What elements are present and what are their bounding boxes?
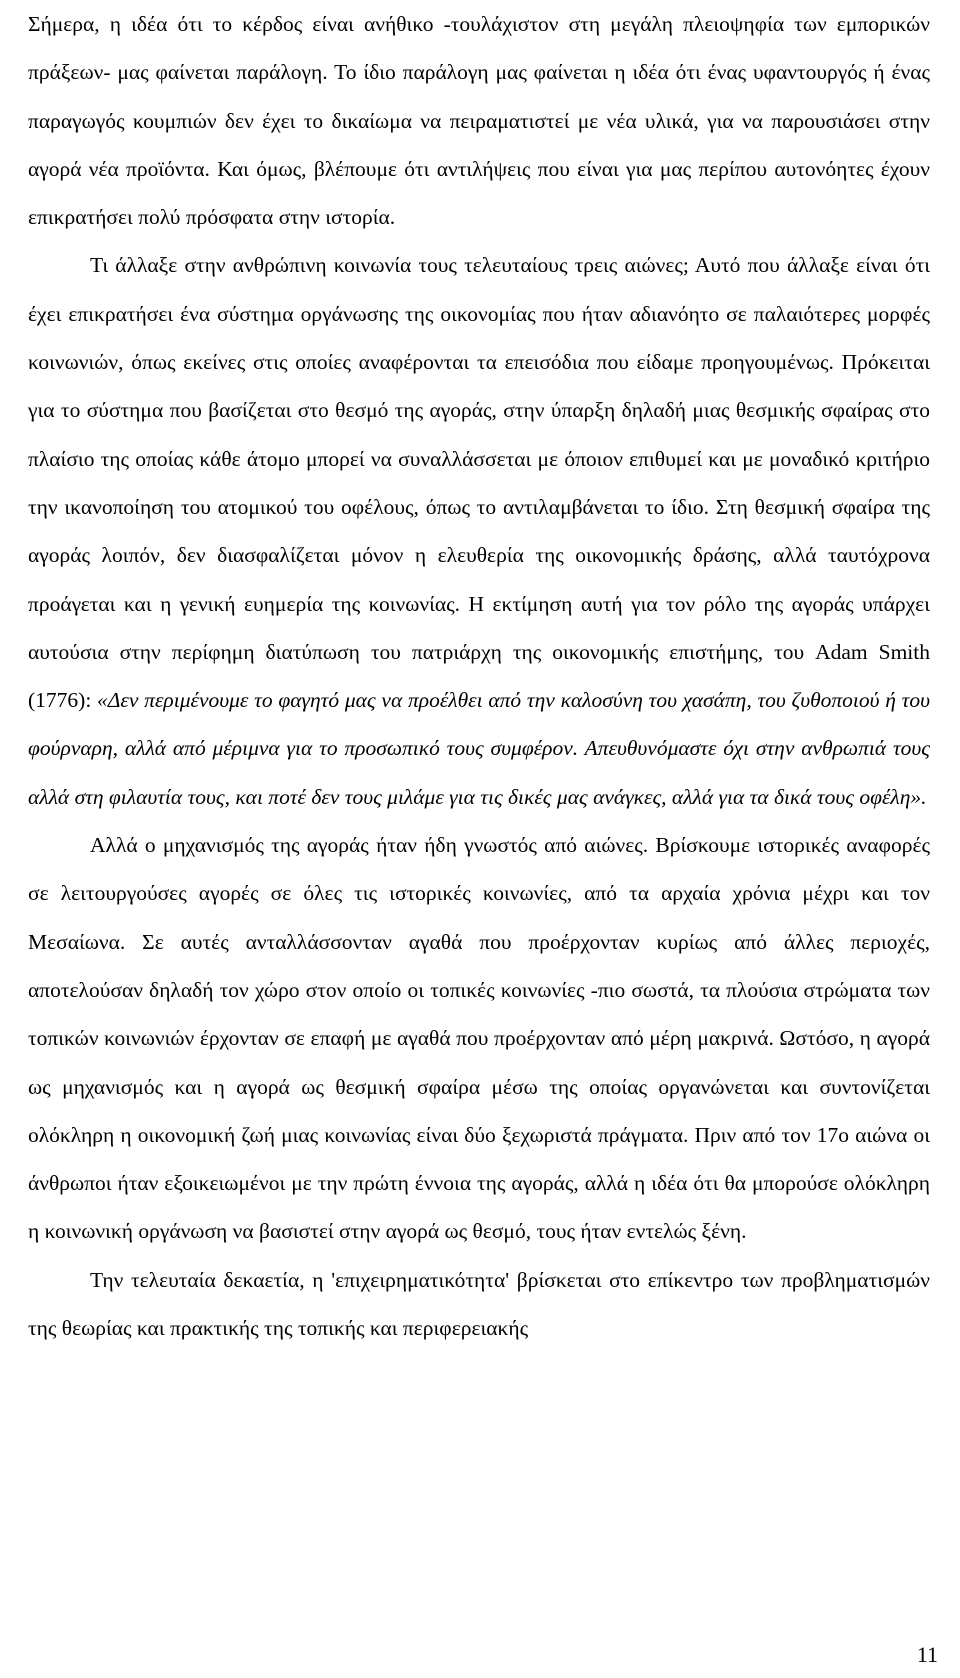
paragraph-3-text: Αλλά ο μηχανισμός της αγοράς ήταν ήδη γνωστός από αιώνες. Βρίσκουμε ιστορικές αναφορές σε λειτουργούσες αγορές σε όλες τις ιστορικές κοινωνίες, από τα αρχαία χρόνια μέχρι και τον Μεσαίωνα. Σε αυτές ανταλλάσσονταν αγαθά που προέρχονταν κυρίως από άλλες περιοχές, αποτελούσαν δηλαδή τον χώρο στον οποίο οι τοπικές κοινωνίες -πιο σωστά, τα πλούσια στρώματα των τοπικών κοινωνιών έρχονταν σε επαφή με αγαθά που προέρχονταν από μέρη μακρινά. Ωστόσο, η αγορά ως μηχανισμός και η αγορά ως θεσμική σφαίρα μέσω της οποίας οργανώνεται και συντονίζεται ολόκληρη η οικονομική ζωή μιας κοινωνίας είναι δύο ξεχωριστά πράγματα. Πριν από τον 17ο αιώνα οι άνθρωποι ήταν εξοικειωμένοι με την πρώτη έννοια της αγοράς, αλλά η ιδέα ότι θα μπορούσε ολόκληρη η κοινωνική οργάνωση να βασιστεί στην αγορά ως θεσμό, τους ήταν εντελώς ξένη.: [28, 833, 930, 1244]
paragraph-2-text: Τι άλλαξε στην ανθρώπινη κοινωνία τους τελευταίους τρεις αιώνες; Αυτό που άλλαξε είναι ότι έχει επικρατήσει ένα σύστημα οργάνωσης της οικονομίας που ήταν αδιανόητο σε παλαιότερες μορφές κοινωνιών, όπως εκείνες στις οποίες αναφέρονται τα επεισόδια που είδαμε προηγουμένως. Πρόκειται για το σύστημα που βασίζεται στο θεσμό της αγοράς, στην ύπαρξη δηλαδή μιας θεσμικής σφαίρας στο πλαίσιο της οποίας κάθε άτομο μπορεί να συναλλάσσεται με όποιον επιθυμεί και με μοναδικό κριτήριο την ικανοποίηση του ατομικού του οφέλους, όπως το αντιλαμβάνεται το ίδιο. Στη θεσμική σφαίρα της αγοράς λοιπόν, δεν διασφαλίζεται μόνον η ελευθερία της οικονομικής δράσης, αλλά ταυτόχρονα προάγεται και η γενική ευημερία της κοινωνίας. Η εκτίμηση αυτή για τον ρόλο της αγοράς υπάρχει αυτούσια στην περίφημη διατύπωση του πατριάρχη της οικονομικής επιστήμης, του Adam Smith (1776):: [28, 253, 930, 713]
adam-smith-quote: «Δεν περιμένουμε το φαγητό μας να προέλθει από την καλοσύνη του χασάπη, του ζυθοποιού ή του φούρναρη, αλλά από μέριμνα για το προσωπικό τους συμφέρον. Απευθυνόμαστε όχι στην ανθρωπιά τους αλλά στη φιλαυτία τους, και ποτέ δεν τους μιλάμε για τις δικές μας ανάγκες, αλλά για τα δικά τους οφέλη».: [28, 688, 930, 809]
paragraph-4-text: Την τελευταία δεκαετία, η 'επιχειρηματικότητα' βρίσκεται στο επίκεντρο των προβληματισμών της θεωρίας και πρακτικής της τοπικής και περιφερειακής: [28, 1267, 930, 1341]
paragraph-1: [28, 0, 930, 241]
page-body: [28, 0, 930, 1352]
page-number: 11: [916, 1642, 938, 1667]
paragraph-1-text: Σήμερα, η ιδέα ότι το κέρδος είναι ανήθικο -τουλάχιστον στη μεγάλη πλειοψηφία των εμπορικών πράξεων- μας φαίνεται παράλογη. Το ίδιο παράλογη μας φαίνεται η ιδέα ότι ένας υφαντουργός ή ένας παραγωγός κουμπιών δεν έχει το δικαίωμα να πειραματιστεί με νέα υλικά, για να παρουσιάσει στην αγορά νέα προϊόντα. Και όμως, βλέπουμε ότι αντιλήψεις που είναι για μας περίπου αυτονόητες έχουν επικρατήσει πολύ πρόσφατα στην ιστορία.: [28, 12, 930, 230]
paragraph-3: [28, 821, 930, 1256]
paragraph-4: [28, 1256, 930, 1353]
paragraph-2: [28, 241, 930, 821]
